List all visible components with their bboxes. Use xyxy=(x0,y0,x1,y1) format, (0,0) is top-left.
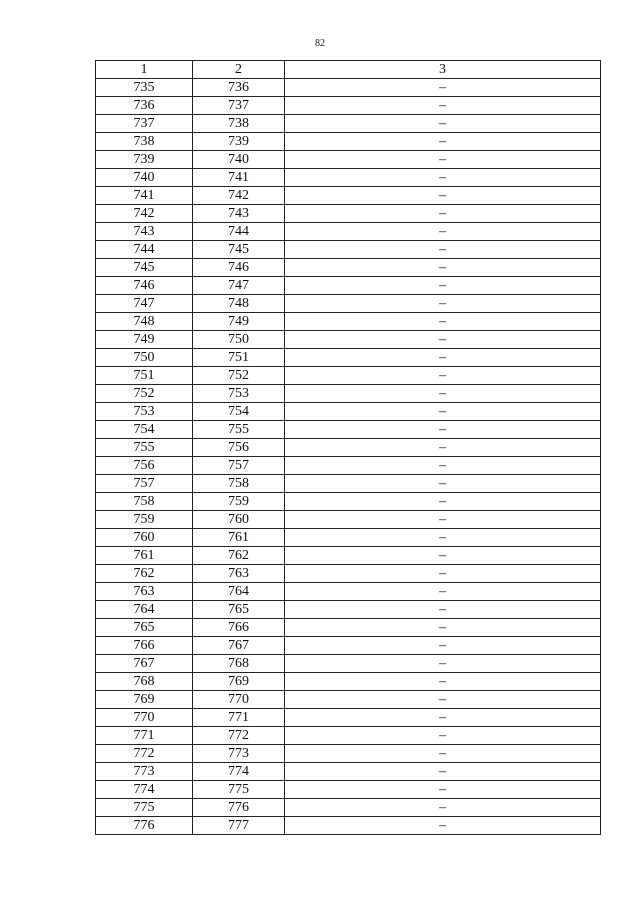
table-cell-col1: 737 xyxy=(96,115,193,133)
page-number: 82 xyxy=(315,38,325,49)
table-cell-col3: – xyxy=(285,637,601,655)
table-row xyxy=(96,313,601,331)
table-cell-col3: – xyxy=(285,583,601,601)
table-cell-col1: 743 xyxy=(96,223,193,241)
table-row xyxy=(96,151,601,169)
table-row xyxy=(96,673,601,691)
table-row xyxy=(96,187,601,205)
table-cell-col2: 738 xyxy=(193,115,285,133)
table-cell-col1: 739 xyxy=(96,151,193,169)
table-cell-col3: – xyxy=(285,97,601,115)
table-cell-col3: – xyxy=(285,313,601,331)
table-cell-col1: 776 xyxy=(96,817,193,835)
table-cell-col1: 769 xyxy=(96,691,193,709)
table-cell-col3: – xyxy=(285,277,601,295)
table-cell-col1: 760 xyxy=(96,529,193,547)
table-cell-col3: – xyxy=(285,619,601,637)
table-cell-col2: 749 xyxy=(193,313,285,331)
table-cell-col2: 753 xyxy=(193,385,285,403)
table-cell-col1: 740 xyxy=(96,169,193,187)
table-cell-col2: 740 xyxy=(193,151,285,169)
table-cell-col3: – xyxy=(285,565,601,583)
table-cell-col1: 771 xyxy=(96,727,193,745)
table-cell-col1: 762 xyxy=(96,565,193,583)
table-cell-col2: 771 xyxy=(193,709,285,727)
table-cell-col2: 754 xyxy=(193,403,285,421)
table-cell-col1: 757 xyxy=(96,475,193,493)
table-cell-col3: – xyxy=(285,151,601,169)
table-row xyxy=(96,511,601,529)
table-row xyxy=(96,493,601,511)
table-cell-col3: – xyxy=(285,691,601,709)
table-cell-col3: – xyxy=(285,457,601,475)
table-cell-col2: 742 xyxy=(193,187,285,205)
table-cell-col3: – xyxy=(285,331,601,349)
column-header-1: 1 xyxy=(96,61,193,79)
table-cell-col1: 755 xyxy=(96,439,193,457)
table-row xyxy=(96,169,601,187)
table-cell-col1: 751 xyxy=(96,367,193,385)
table-cell-col3: – xyxy=(285,133,601,151)
table-cell-col1: 748 xyxy=(96,313,193,331)
table-cell-col1: 754 xyxy=(96,421,193,439)
table-cell-col2: 759 xyxy=(193,493,285,511)
column-header-2: 2 xyxy=(193,61,285,79)
table-cell-col1: 749 xyxy=(96,331,193,349)
table-row xyxy=(96,349,601,367)
table-cell-col3: – xyxy=(285,511,601,529)
table-cell-col2: 772 xyxy=(193,727,285,745)
table-row xyxy=(96,457,601,475)
column-header-3: 3 xyxy=(285,61,601,79)
table-cell-col1: 758 xyxy=(96,493,193,511)
table-row xyxy=(96,79,601,97)
table-cell-col2: 745 xyxy=(193,241,285,259)
table-cell-col3: – xyxy=(285,241,601,259)
table-row xyxy=(96,565,601,583)
table-cell-col1: 736 xyxy=(96,97,193,115)
table-cell-col3: – xyxy=(285,205,601,223)
table-row xyxy=(96,259,601,277)
table-row xyxy=(96,367,601,385)
table-cell-col2: 775 xyxy=(193,781,285,799)
table-cell-col1: 761 xyxy=(96,547,193,565)
table-row xyxy=(96,331,601,349)
table-cell-col2: 763 xyxy=(193,565,285,583)
table-cell-col1: 747 xyxy=(96,295,193,313)
table-cell-col1: 765 xyxy=(96,619,193,637)
table-cell-col1: 766 xyxy=(96,637,193,655)
table-row xyxy=(96,403,601,421)
table-cell-col2: 746 xyxy=(193,259,285,277)
table-cell-col3: – xyxy=(285,817,601,835)
table-cell-col3: – xyxy=(285,79,601,97)
table-cell-col3: – xyxy=(285,295,601,313)
table-cell-col2: 751 xyxy=(193,349,285,367)
table-row xyxy=(96,655,601,673)
table-cell-col2: 774 xyxy=(193,763,285,781)
table-row xyxy=(96,637,601,655)
table-row xyxy=(96,277,601,295)
table-cell-col1: 753 xyxy=(96,403,193,421)
table-cell-col3: – xyxy=(285,709,601,727)
table-row xyxy=(96,475,601,493)
table-cell-col2: 747 xyxy=(193,277,285,295)
table-cell-col3: – xyxy=(285,187,601,205)
table-row xyxy=(96,601,601,619)
table-cell-col2: 739 xyxy=(193,133,285,151)
table-cell-col2: 765 xyxy=(193,601,285,619)
table-row xyxy=(96,439,601,457)
table-cell-col3: – xyxy=(285,727,601,745)
table-row xyxy=(96,385,601,403)
table-row xyxy=(96,799,601,817)
table-cell-col2: 744 xyxy=(193,223,285,241)
table-cell-col2: 741 xyxy=(193,169,285,187)
table-cell-col1: 772 xyxy=(96,745,193,763)
table-cell-col3: – xyxy=(285,349,601,367)
table-cell-col2: 758 xyxy=(193,475,285,493)
table-cell-col1: 741 xyxy=(96,187,193,205)
table-cell-col3: – xyxy=(285,601,601,619)
data-table xyxy=(95,60,601,835)
table-cell-col1: 770 xyxy=(96,709,193,727)
table-cell-col3: – xyxy=(285,367,601,385)
table-cell-col3: – xyxy=(285,439,601,457)
table-cell-col2: 767 xyxy=(193,637,285,655)
table-cell-col2: 757 xyxy=(193,457,285,475)
table-cell-col2: 761 xyxy=(193,529,285,547)
table-cell-col3: – xyxy=(285,169,601,187)
table-row xyxy=(96,727,601,745)
table-cell-col1: 773 xyxy=(96,763,193,781)
table-cell-col1: 750 xyxy=(96,349,193,367)
table-cell-col1: 768 xyxy=(96,673,193,691)
table-row xyxy=(96,223,601,241)
table-cell-col3: – xyxy=(285,403,601,421)
table-cell-col2: 766 xyxy=(193,619,285,637)
table-cell-col1: 745 xyxy=(96,259,193,277)
table-cell-col3: – xyxy=(285,799,601,817)
table-row xyxy=(96,97,601,115)
table-cell-col3: – xyxy=(285,745,601,763)
table-cell-col2: 770 xyxy=(193,691,285,709)
table-cell-col3: – xyxy=(285,475,601,493)
table-cell-col2: 760 xyxy=(193,511,285,529)
table-cell-col2: 748 xyxy=(193,295,285,313)
table-cell-col1: 735 xyxy=(96,79,193,97)
table-cell-col2: 752 xyxy=(193,367,285,385)
table-cell-col1: 756 xyxy=(96,457,193,475)
table-cell-col2: 773 xyxy=(193,745,285,763)
table-cell-col3: – xyxy=(285,529,601,547)
table-cell-col3: – xyxy=(285,115,601,133)
table-cell-col3: – xyxy=(285,673,601,691)
table-row xyxy=(96,133,601,151)
table-cell-col1: 763 xyxy=(96,583,193,601)
table-cell-col1: 764 xyxy=(96,601,193,619)
table-cell-col2: 769 xyxy=(193,673,285,691)
table-cell-col1: 744 xyxy=(96,241,193,259)
table-cell-col2: 737 xyxy=(193,97,285,115)
table-header-row xyxy=(96,61,601,79)
table-row xyxy=(96,115,601,133)
table-row xyxy=(96,547,601,565)
table-row xyxy=(96,781,601,799)
table-row xyxy=(96,295,601,313)
table-cell-col1: 775 xyxy=(96,799,193,817)
table-cell-col2: 750 xyxy=(193,331,285,349)
table-cell-col2: 762 xyxy=(193,547,285,565)
table-cell-col3: – xyxy=(285,223,601,241)
table-cell-col3: – xyxy=(285,259,601,277)
table-cell-col3: – xyxy=(285,547,601,565)
table-row xyxy=(96,421,601,439)
table-row xyxy=(96,691,601,709)
table-cell-col2: 768 xyxy=(193,655,285,673)
table-cell-col1: 752 xyxy=(96,385,193,403)
table-cell-col3: – xyxy=(285,385,601,403)
table-cell-col3: – xyxy=(285,493,601,511)
table-cell-col2: 755 xyxy=(193,421,285,439)
table-cell-col3: – xyxy=(285,763,601,781)
table-cell-col2: 764 xyxy=(193,583,285,601)
table-row xyxy=(96,709,601,727)
table-row xyxy=(96,817,601,835)
table-cell-col2: 756 xyxy=(193,439,285,457)
table-cell-col3: – xyxy=(285,421,601,439)
table-cell-col3: – xyxy=(285,655,601,673)
table-row xyxy=(96,583,601,601)
table-cell-col1: 742 xyxy=(96,205,193,223)
table-cell-col2: 777 xyxy=(193,817,285,835)
table-cell-col2: 743 xyxy=(193,205,285,223)
table-cell-col1: 767 xyxy=(96,655,193,673)
table-cell-col3: – xyxy=(285,781,601,799)
table-row xyxy=(96,619,601,637)
table-cell-col2: 736 xyxy=(193,79,285,97)
table-cell-col2: 776 xyxy=(193,799,285,817)
table-row xyxy=(96,205,601,223)
table-cell-col1: 746 xyxy=(96,277,193,295)
table-cell-col1: 759 xyxy=(96,511,193,529)
table-row xyxy=(96,529,601,547)
table-cell-col1: 738 xyxy=(96,133,193,151)
table-row xyxy=(96,745,601,763)
table-row xyxy=(96,241,601,259)
table-cell-col1: 774 xyxy=(96,781,193,799)
table-body xyxy=(96,79,601,835)
table-row xyxy=(96,763,601,781)
